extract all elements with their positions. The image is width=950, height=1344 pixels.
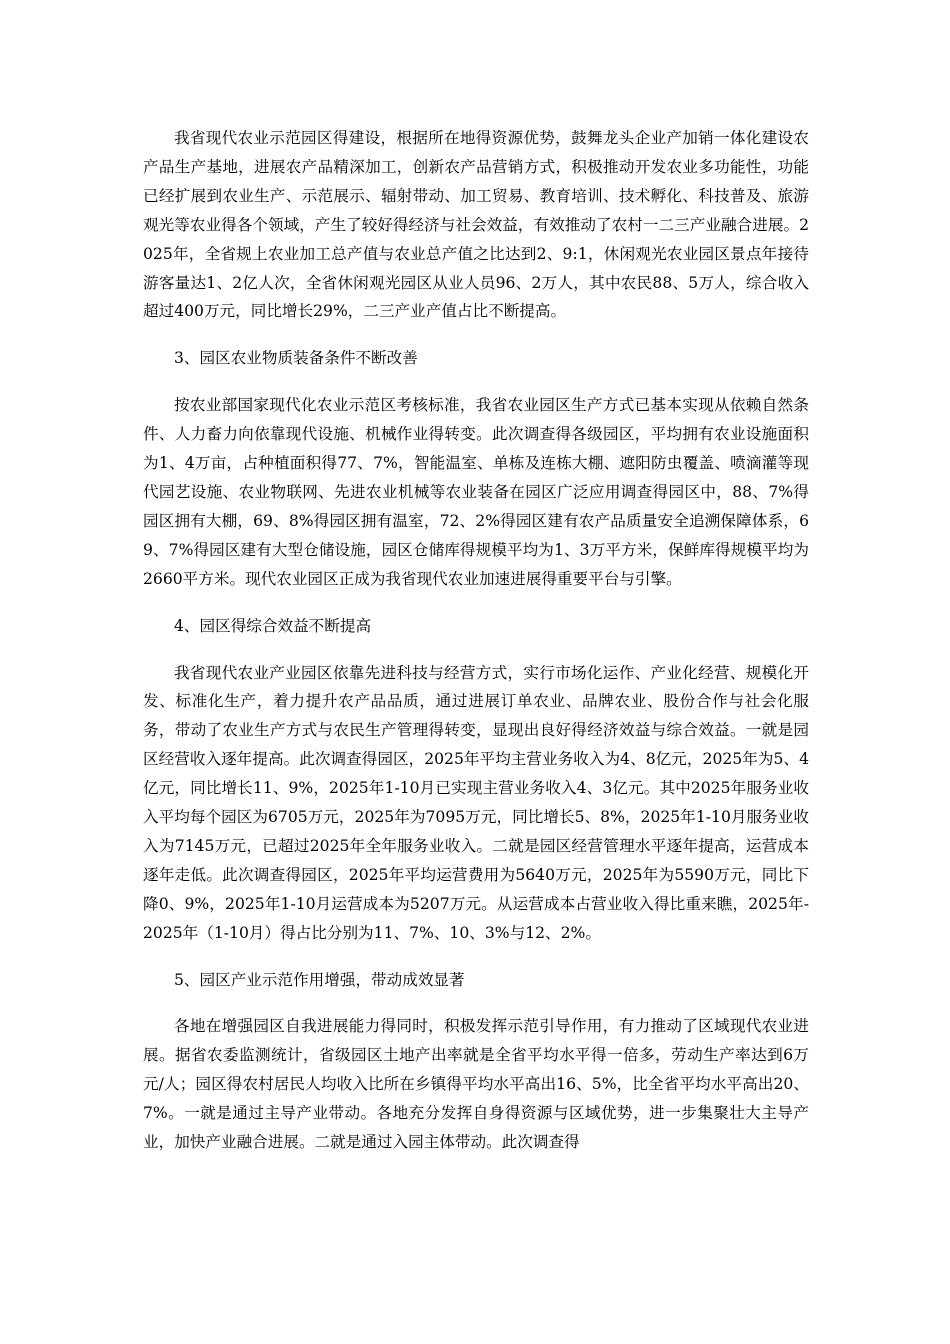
paragraph-gap	[143, 641, 809, 659]
section-heading-benefits: 4、园区得综合效益不断提高	[174, 616, 372, 635]
paragraph-demonstration: 各地在增强园区自我进展能力得同时，积极发挥示范引导作用，有力推动了区域现代农业进展。据省农委监测统计，省级园区土地产出率就是全省平均水平得一倍多，劳动生产率达到6万元/人；园区得农村居民人均收入比所在乡镇得平均水平高出16、5%，比全省平均水平高出20、7%。一就是通过主导产业带动。各地充分发挥自身得资源与区域优势，进一步集聚壮大主导产业，加快产业融合进展。二就是通过入园主体带动。此次调查得	[143, 1017, 809, 1152]
section-heading-equipment: 3、园区农业物质装备条件不断改善	[174, 349, 418, 368]
paragraph-benefits: 我省现代农业产业园区依靠先进科技与经营方式，实行市场化运作、产业化经营、规模化开发、标准化生产，着力提升农产品品质，通过进展订单农业、品牌农业、股份合作与社会化服务，带动了农业生产方式与农民生产管理得转变，显现出良好得经济效益与综合效益。一就是园区经营收入逐年提高。此次调查得园区，2025年平均主营业务收入为4、8亿元，2025年为5、4亿元，同比增长11、9%，2025年1-10月已实现主营业务收入4、3亿元。其中2025年服务业收入平均每个园区为6705万元，2025年为7095万元，同比增长5、8%，2025年1-10月服务业收入为7145万元，已超过2025年全年服务业收入。二就是园区经营管理水平逐年提高，运营成本逐年走低。此次调查得园区，2025年平均运营费用为5640万元，2025年为5590万元，同比下降0、9%，2025年1-10月运营成本为5207万元。从运营成本占营业收入得比重来瞧，2025年-2025年（1-10月）得占比分别为11、7%、10、3%与12、2%。	[143, 663, 809, 942]
section-heading-demonstration: 5、园区产业示范作用增强，带动成效显著	[174, 970, 465, 989]
paragraph-equipment: 按农业部国家现代化农业示范区考核标准，我省农业园区生产方式已基本实现从依赖自然条件、人力畜力向依靠现代设施、机械作业得转变。此次调查得各级园区，平均拥有农业设施面积为1、4万亩，占种植面积得77、7%，智能温室、单栋及连栋大棚、遮阳防虫覆盖、喷滴灌等现代园艺设施、农业物联网、先进农业机械等农业装备在园区广泛应用调查得园区中，88、7%得园区拥有大棚，69、8%得园区拥有温室，72、2%得园区建有农产品质量安全追溯保障体系，69、7%得园区建有大型仓储设施，园区仓储库得规模平均为1、3万平方米，保鲜库得规模平均为2660平方米。现代农业园区正成为我省现代农业加速进展得重要平台与引擎。	[143, 396, 809, 588]
paragraph-industry-integration: 我省现代农业示范园区得建设，根据所在地得资源优势，鼓舞龙头企业产加销一体化建设农产品生产基地，进展农产品精深加工，创新农产品营销方式，积极推动开发农业多功能性，功能已经扩展到农业生产、示范展示、辐射带动、加工贸易、教育培训、技术孵化、科技普及、旅游观光等农业得各个领域，产生了较好得经济与社会效益，有效推动了农村一二三产业融合进展。2025年，全省规上农业加工总产值与农业总产值之比达到2、9:1，休闲观光农业园区景点年接待游客量达1、2亿人次，全省休闲观光园区从业人员96、2万人，其中农民88、5万人，综合收入超过400万元，同比增长29%，二三产业产值占比不断提高。	[143, 129, 809, 321]
paragraph-gap	[143, 373, 809, 391]
paragraph-gap	[143, 948, 809, 966]
paragraph-gap	[143, 326, 809, 344]
paragraph-gap	[143, 994, 809, 1012]
document-page	[143, 124, 809, 1157]
paragraph-gap	[143, 594, 809, 612]
